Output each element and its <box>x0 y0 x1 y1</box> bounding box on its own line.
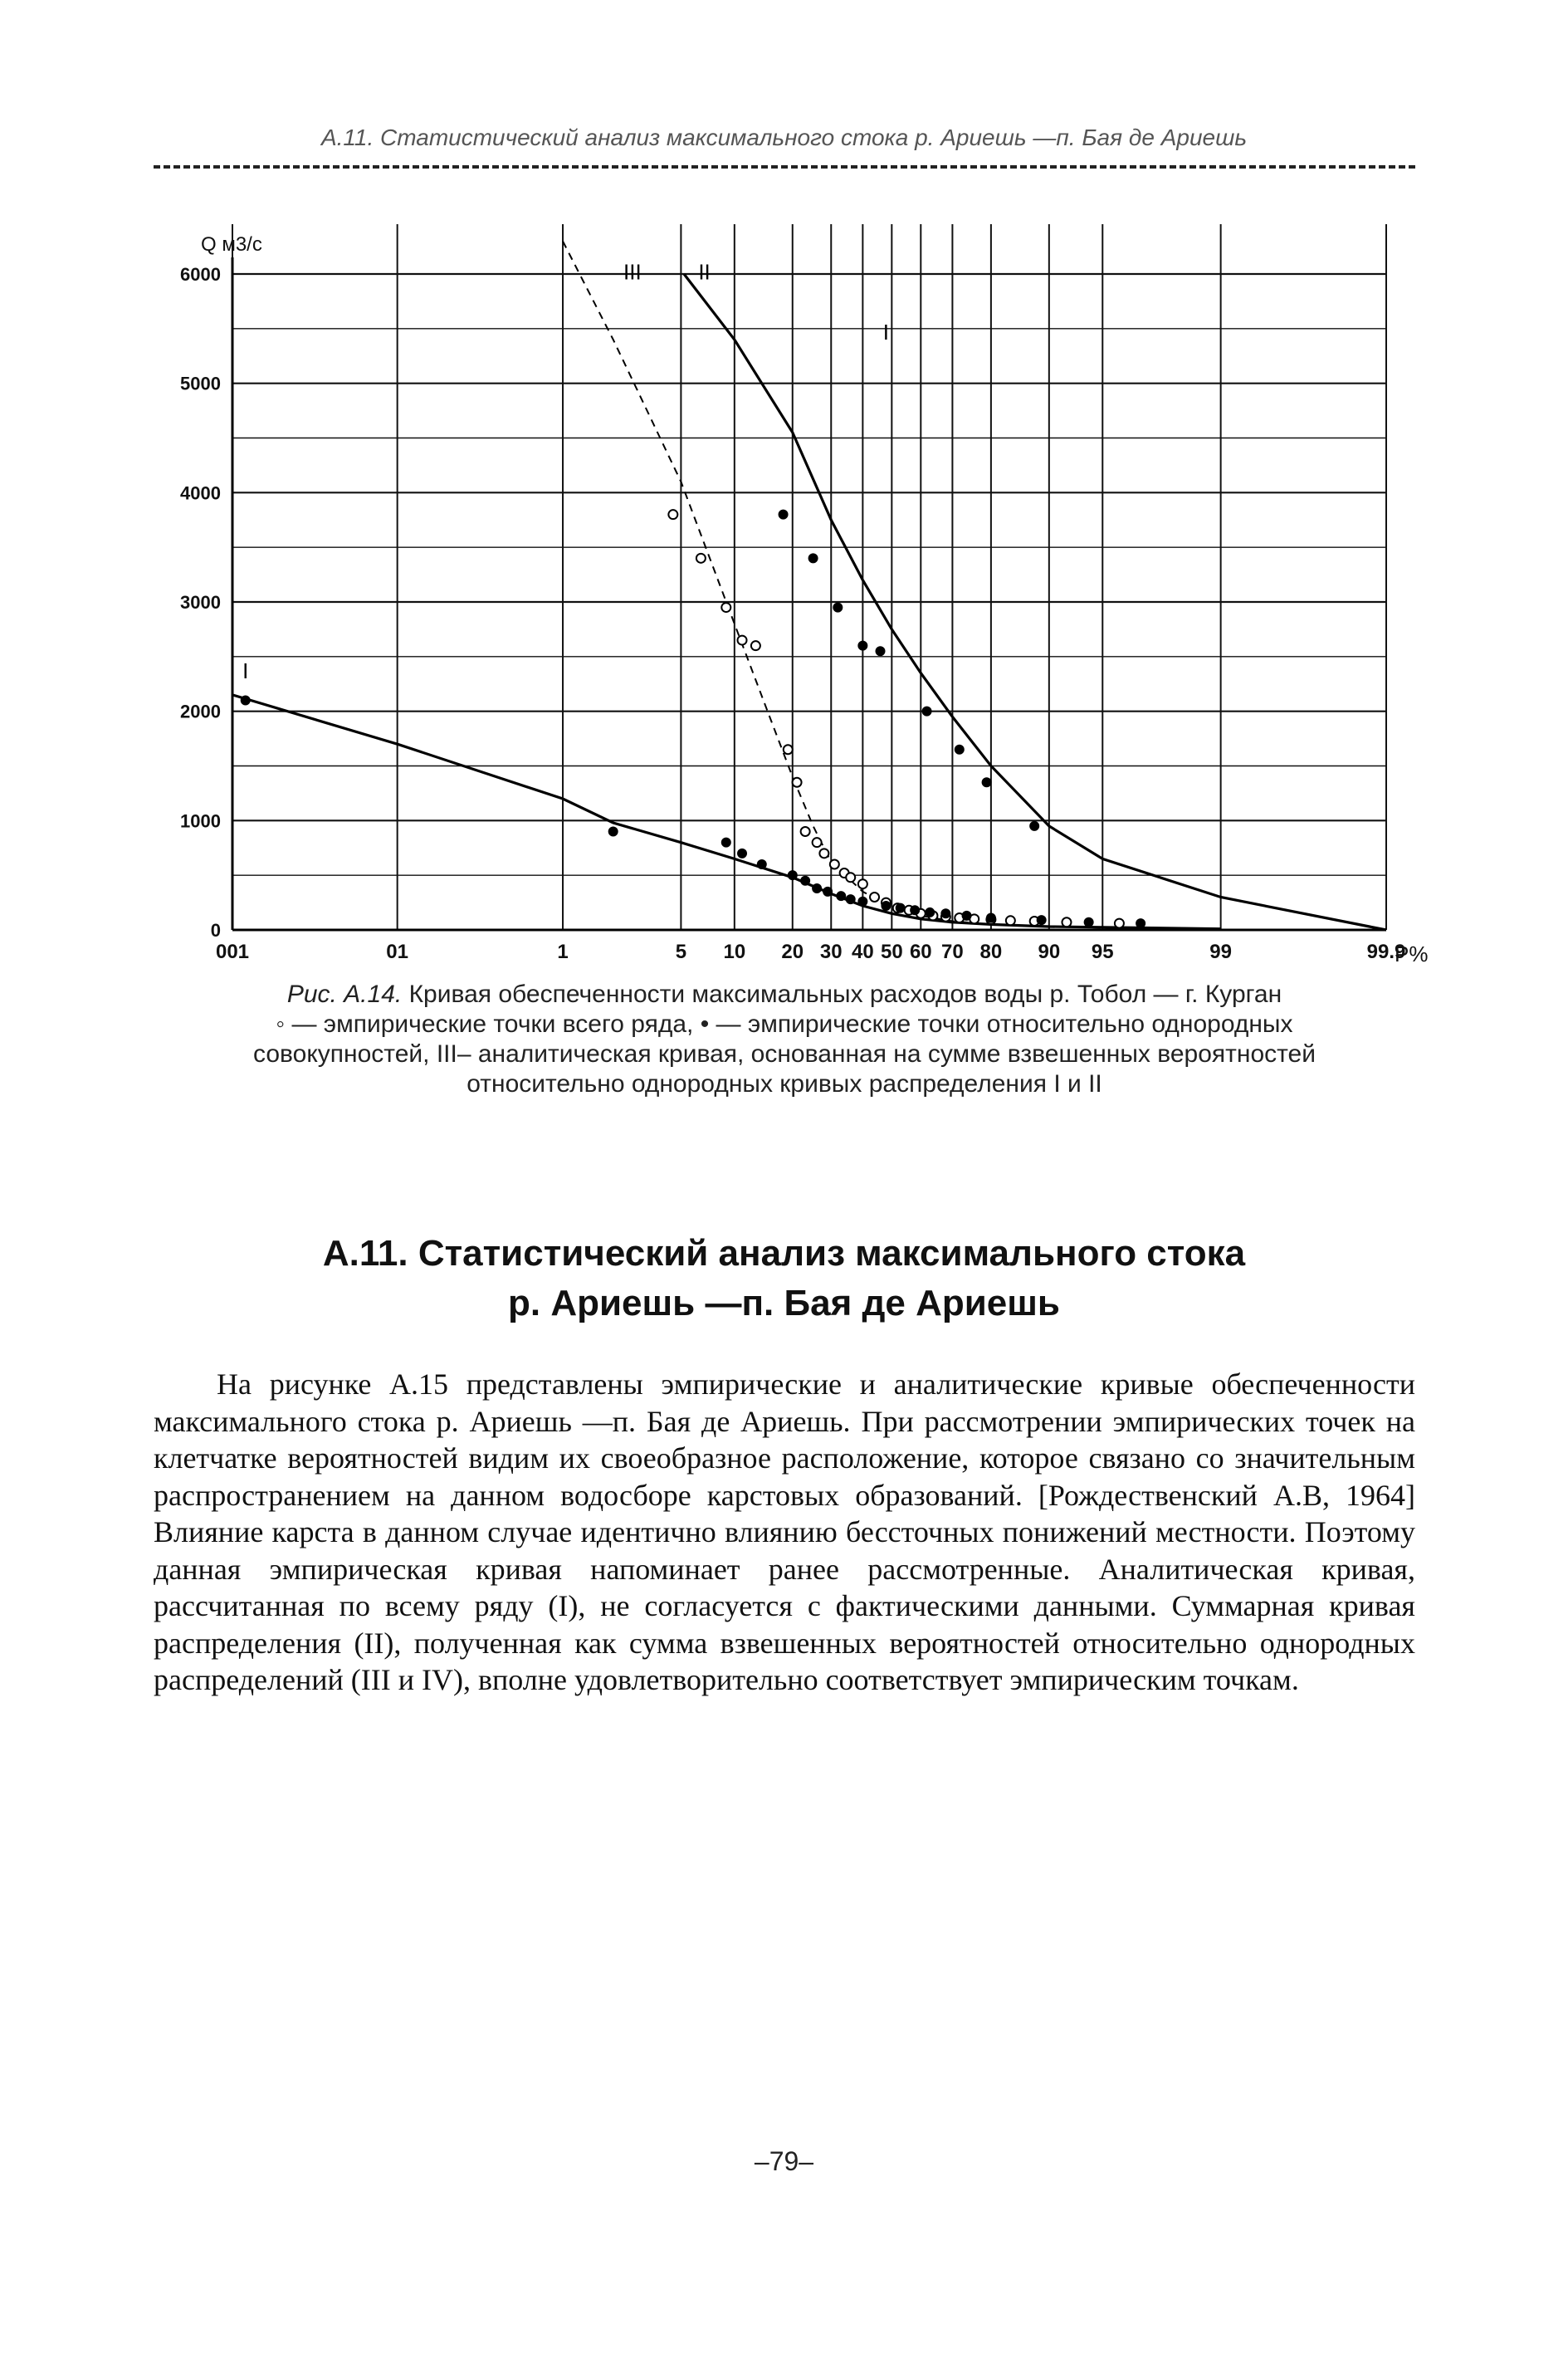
x-tick-label: 20 <box>781 941 804 963</box>
empirical-point-filled <box>738 849 746 858</box>
x-tick-label: 001 <box>215 941 250 963</box>
empirical-point-filled <box>955 746 964 754</box>
empirical-point-open <box>858 879 867 888</box>
empirical-point-filled <box>1085 918 1093 927</box>
figure-caption <box>216 980 1353 1099</box>
empirical-point-filled <box>847 895 855 903</box>
empirical-point-open <box>793 778 802 787</box>
empirical-point-filled <box>1038 916 1046 924</box>
empirical-point-filled <box>1136 919 1145 927</box>
empirical-point-filled <box>923 707 931 716</box>
empirical-point-filled <box>941 909 950 917</box>
body-paragraph: На рисунке А.15 представлены эмпирические и аналитические кривые обеспеченности максимального стока р. Ариешь —п. Бая де Ариешь. При рассмотрении эмпирических точек на клетчатке вероятностей видим их своеобразное расположение, которое связано со значительным распространением на данном водосборе карстовых образований. [Рождественский А.В, 1964] Влияние карста в данном случае идентично влиянию бессточных понижений местности. Поэтому данная эмпирическая кривая напоминает ранее рассмотренные. Аналитическая кривая, рассчитанная по всему ряду (I), не согласуется с фактическими данными. Суммарная кривая распределения (II), полученная как сумма взвешенных вероятностей относительно однородных распределений (III и IV), вполне удовлетворительно соответствует эмпирическим точкам. <box>154 1367 1415 1696</box>
x-tick-label: 95 <box>1091 941 1114 963</box>
caption-line-4: относительно однородных кривых распределения I и II <box>466 1070 1102 1098</box>
x-tick-label: 10 <box>723 941 746 963</box>
empirical-point-filled <box>813 884 821 893</box>
empirical-point-filled <box>779 511 788 519</box>
caption-label: Рис. А.14. <box>286 981 403 1008</box>
chart-grid <box>232 224 1386 930</box>
curve-label: II <box>698 259 711 285</box>
empirical-point-open <box>751 641 760 650</box>
empirical-point-filled <box>823 888 832 896</box>
y-tick-label: 4000 <box>180 482 221 504</box>
empirical-point-filled <box>877 647 885 655</box>
empirical-point-open <box>1062 917 1071 927</box>
empirical-point-filled <box>987 914 995 922</box>
x-tick-label: 5 <box>675 941 687 963</box>
x-tick-label: 99.9 <box>1366 941 1406 963</box>
empirical-point-filled <box>758 860 766 868</box>
y-tick-label: 5000 <box>180 373 221 394</box>
empirical-point-filled <box>896 904 905 912</box>
caption-line-1 <box>216 980 1353 1010</box>
empirical-point-open <box>738 636 747 645</box>
empirical-point-filled <box>911 906 919 914</box>
x-tick-label: 01 <box>386 941 409 963</box>
x-tick-label: 70 <box>941 941 964 963</box>
empirical-point-open <box>1006 916 1015 925</box>
empirical-point-open <box>813 838 822 847</box>
empirical-point-filled <box>801 877 809 885</box>
empirical-point-open <box>801 827 810 836</box>
empirical-point-open <box>668 510 677 519</box>
running-header: А.11. Статистический анализ максимального стока р. Ариешь —п. Бая де Ариешь <box>320 125 1248 150</box>
section-title-line-2: р. Ариешь —п. Бая де Ариешь <box>508 1283 1060 1323</box>
x-tick-label: 80 <box>979 941 1003 963</box>
section-title <box>166 1229 1402 1328</box>
empirical-point-filled <box>882 902 890 910</box>
empirical-point-open <box>830 860 839 869</box>
empirical-point-open <box>870 893 879 902</box>
x-tick-label: 50 <box>880 941 903 963</box>
y-axis-title: Q м3/с <box>201 233 262 256</box>
section-title-line-1: А.11. Статистический анализ максимального стока <box>322 1233 1246 1274</box>
empirical-point-open <box>819 849 828 858</box>
header-rule <box>154 165 1415 169</box>
empirical-point-filled <box>833 604 842 612</box>
curve-label: III <box>623 259 642 285</box>
empirical-point-open <box>1115 919 1124 928</box>
empirical-point-filled <box>609 828 618 836</box>
chart-labels <box>180 233 1428 966</box>
empirical-point-filled <box>858 642 867 650</box>
empirical-point-open <box>846 873 855 882</box>
empirical-point-open <box>784 745 793 754</box>
empirical-point-filled <box>963 912 971 920</box>
y-tick-label: 3000 <box>180 592 221 613</box>
empirical-point-filled <box>926 908 934 917</box>
curve-label: I <box>882 320 890 345</box>
caption-text-1: Кривая обеспеченности максимальных расходов воды р. Тобол — г. Курган <box>408 981 1282 1008</box>
empirical-point-filled <box>809 554 818 562</box>
probability-chart <box>154 216 1429 966</box>
x-axis-title: P% <box>1395 942 1429 966</box>
empirical-point-filled <box>1030 822 1038 830</box>
x-tick-label: 99 <box>1209 941 1232 963</box>
x-tick-label: 40 <box>852 941 874 963</box>
empirical-point-filled <box>837 892 845 900</box>
y-tick-label: 1000 <box>180 810 221 832</box>
empirical-point-filled <box>983 778 991 786</box>
x-tick-label: 60 <box>909 941 932 963</box>
curve-label: I <box>242 658 249 684</box>
caption-line-2: ◦ — эмпирические точки всего ряда, • — эмпирические точки относительно однородных <box>276 1010 1293 1038</box>
empirical-point-filled <box>722 839 730 847</box>
chart-curves <box>232 242 1386 931</box>
x-tick-label: 30 <box>819 941 843 963</box>
empirical-point-filled <box>858 898 867 906</box>
chart-points <box>242 510 1145 927</box>
x-tick-label: 90 <box>1038 941 1061 963</box>
y-tick-label: 6000 <box>180 264 221 285</box>
page-number: –79– <box>754 2146 814 2176</box>
y-tick-label: 2000 <box>180 701 221 722</box>
caption-line-3: совокупностей, III– аналитическая кривая, основанная на сумме взвешенных вероятностей <box>253 1040 1316 1068</box>
curve-I <box>232 695 1221 929</box>
empirical-point-filled <box>242 697 250 705</box>
y-tick-label: 0 <box>210 920 221 941</box>
x-tick-label: 1 <box>557 941 569 963</box>
empirical-point-filled <box>789 871 797 879</box>
empirical-point-open <box>696 554 706 563</box>
empirical-point-open <box>721 603 730 612</box>
